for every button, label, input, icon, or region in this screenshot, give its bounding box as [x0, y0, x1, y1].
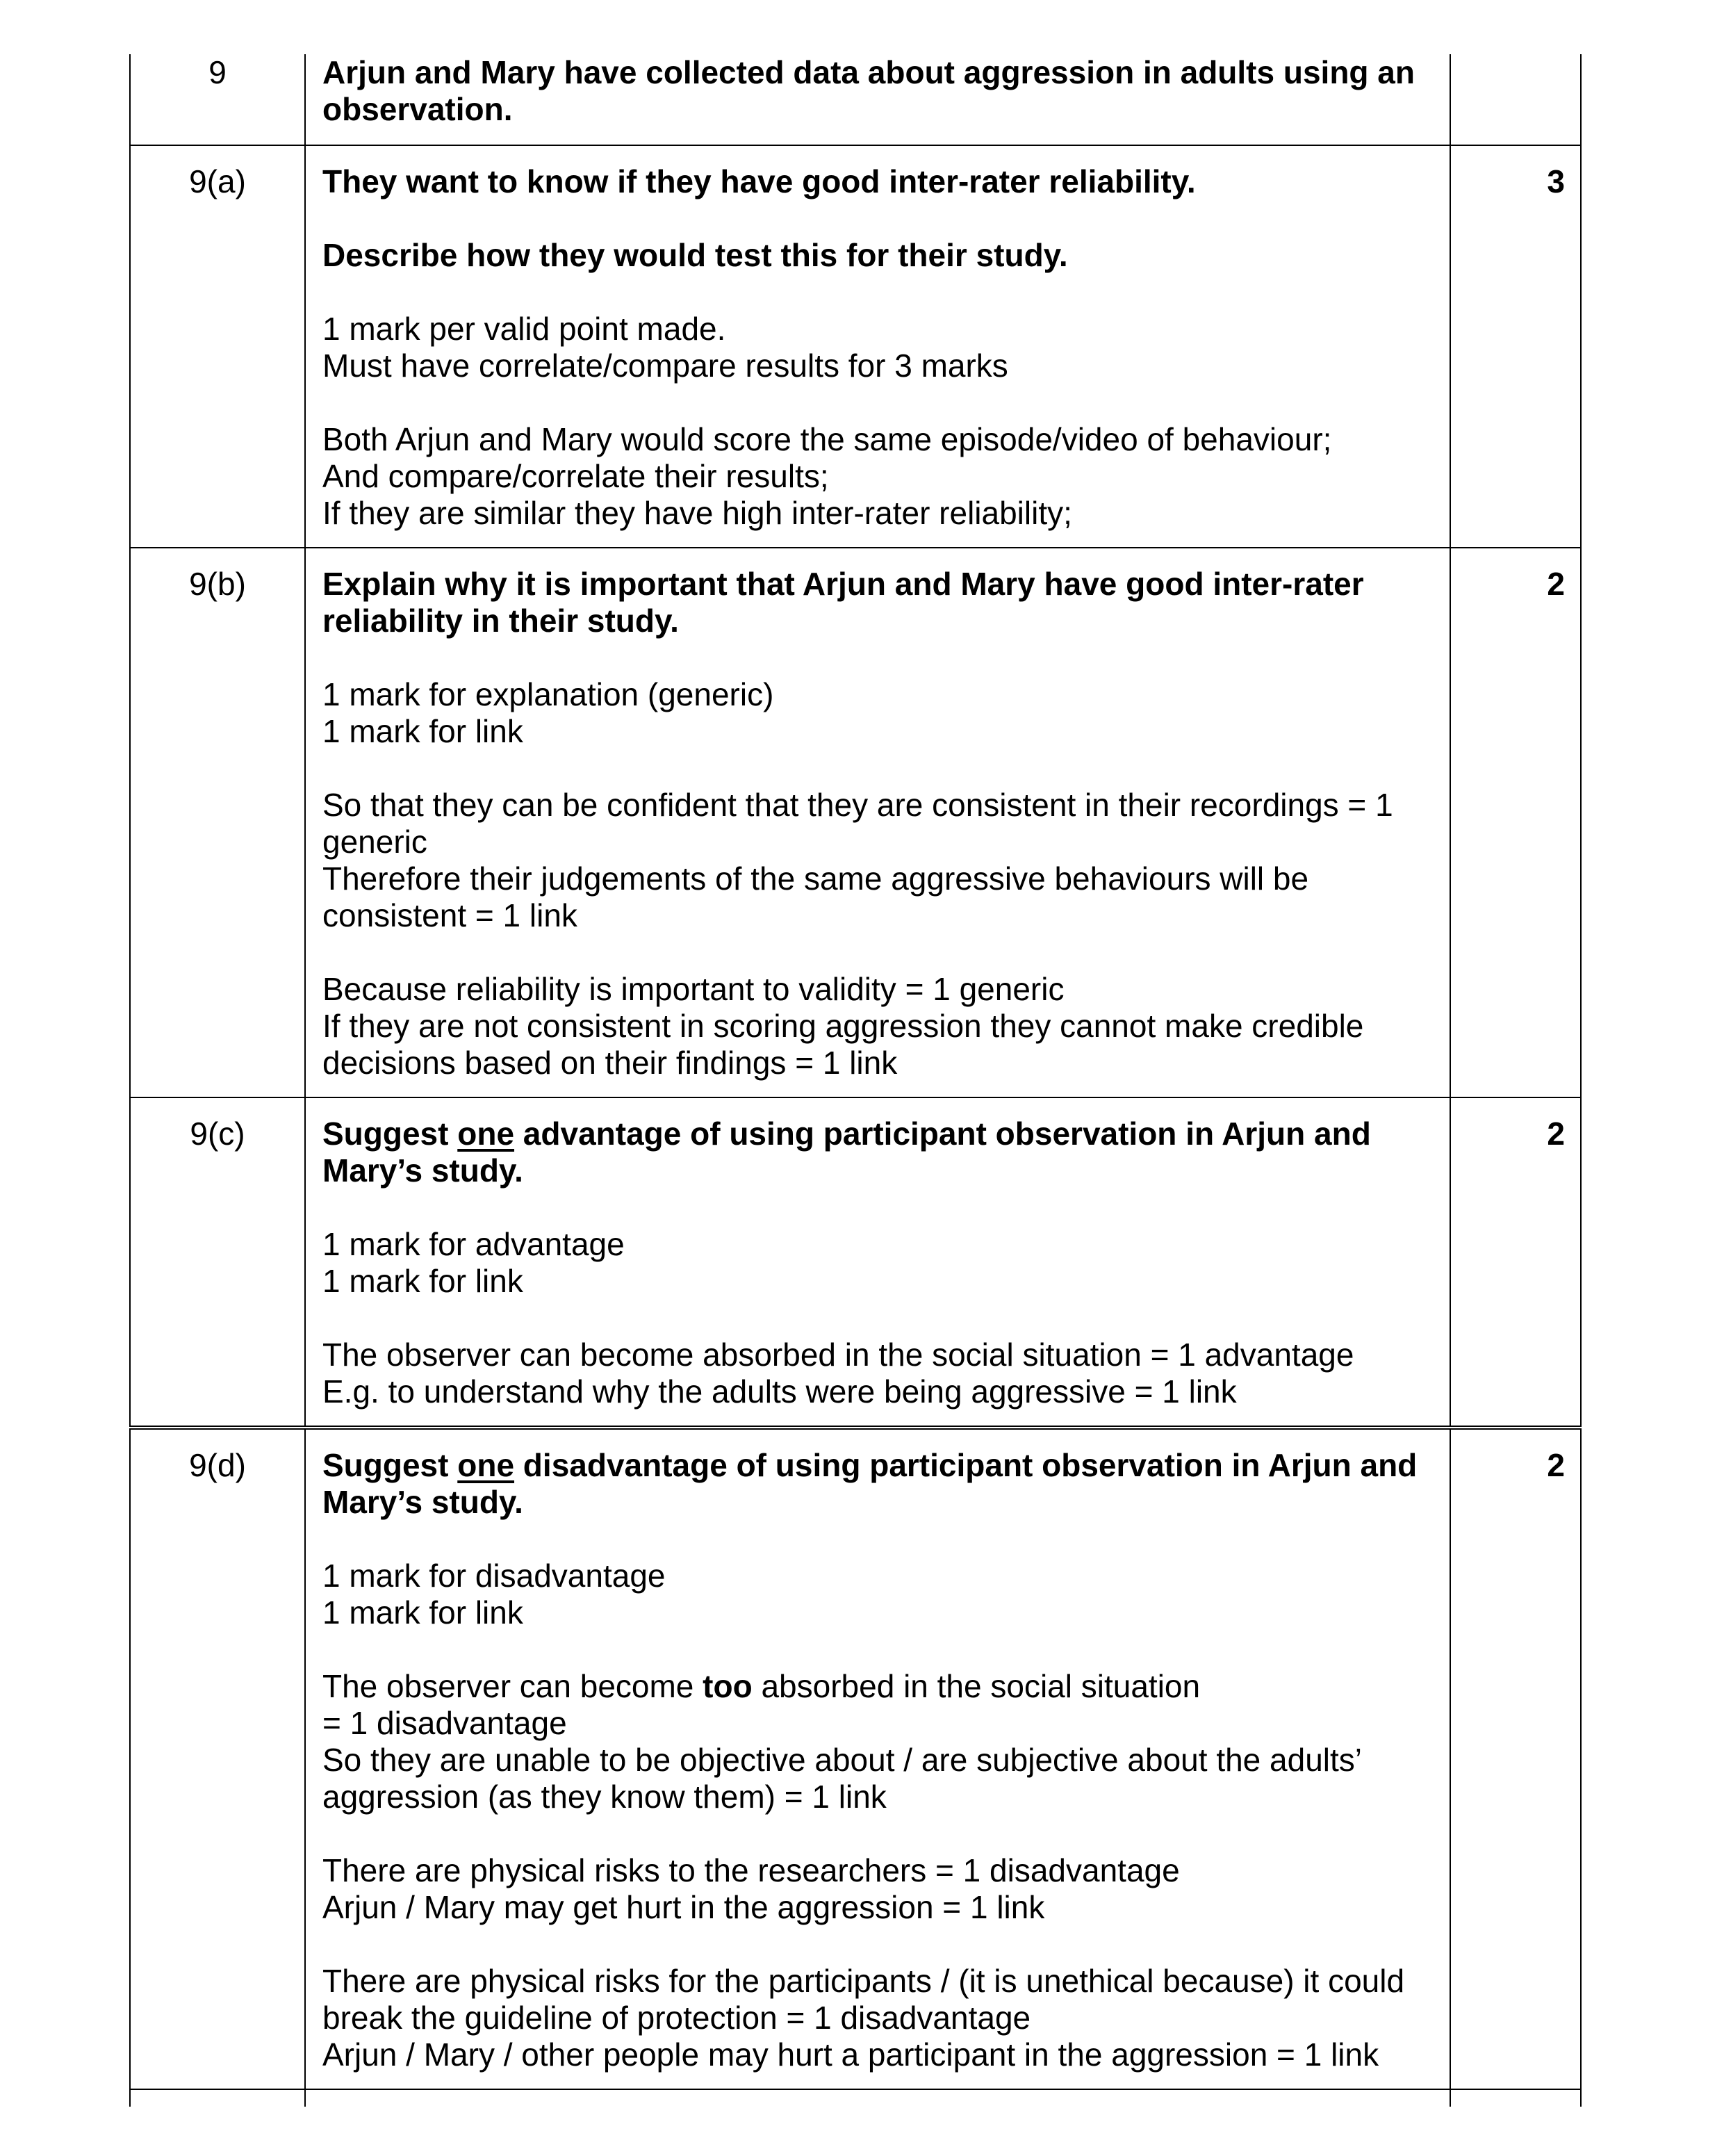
answer-line: So that they can be confident that they are consistent in their recordings = 1 generic [322, 787, 1402, 860]
marks-cell: 3 [1450, 146, 1582, 547]
answer-emphasis: too [703, 1668, 753, 1704]
column-stub [304, 2090, 1450, 2107]
answer-line: So they are unable to be objective about / are subjective about the adults’ aggression (as they know them) = 1 link [322, 1742, 1370, 1815]
question-instruction: Describe how they would test this for their study. [322, 237, 1068, 273]
question-number: 9(a) [129, 146, 304, 547]
guidance-line: 1 mark for link [322, 713, 523, 749]
question-text-part: disadvantage of using participant observation in Arjun and Mary’s study. [322, 1447, 1418, 1520]
marks-cell: 2 [1450, 1430, 1582, 2089]
marks-cell [1450, 54, 1582, 145]
column-stub [129, 2090, 304, 2107]
question-stem: Arjun and Mary have collected data about aggression in adults using an observation. [322, 54, 1415, 127]
question-number: 9 [129, 54, 304, 145]
table-row-9b [129, 548, 1582, 1098]
question-text: They want to know if they have good inter-rater reliability. [322, 163, 1196, 199]
table-row-9 [129, 54, 1582, 146]
answer-text-part: The observer can become [322, 1668, 703, 1704]
answer-line: Both Arjun and Mary would score the same episode/video of behaviour; [322, 421, 1332, 457]
guidance-line: 1 mark per valid point made. [322, 311, 726, 347]
question-text [322, 1447, 1433, 1521]
table-continuation [129, 2090, 1582, 2107]
answer-text-part: absorbed in the social situation [752, 1668, 1201, 1704]
question-emphasis: one [457, 1116, 515, 1152]
question-emphasis: one [457, 1447, 515, 1483]
answer-line: Arjun / Mary / other people may hurt a participant in the aggression = 1 link [322, 2036, 1379, 2073]
answer-line: Because reliability is important to validity = 1 generic [322, 971, 1065, 1007]
question-cell [304, 1098, 1450, 1426]
question-cell [304, 146, 1450, 547]
question-text: Explain why it is important that Arjun and Mary have good inter-rater reliability in their study. [322, 566, 1364, 639]
question-number: 9(c) [129, 1098, 304, 1426]
guidance-line: Must have correlate/compare results for 3 marks [322, 348, 1008, 384]
question-cell [304, 54, 1450, 145]
mark-scheme-table [129, 54, 1582, 2107]
answer-line [322, 1668, 1433, 1705]
answer-line: There are physical risks for the participants / (it is unethical because) it could break the guideline of protection = 1 disadvantage [322, 1963, 1413, 2036]
answer-line: E.g. to understand why the adults were being aggressive = 1 link [322, 1373, 1237, 1410]
question-text-part: Suggest [322, 1447, 458, 1483]
guidance-line: 1 mark for explanation (generic) [322, 676, 774, 712]
answer-line: If they are similar they have high inter-rater reliability; [322, 495, 1072, 531]
guidance-line: 1 mark for advantage [322, 1226, 625, 1262]
answer-line: = 1 disadvantage [322, 1705, 567, 1741]
question-cell [304, 1430, 1450, 2089]
guidance-line: 1 mark for disadvantage [322, 1558, 666, 1594]
table-row-9a [129, 146, 1582, 548]
question-number: 9(d) [129, 1430, 304, 2089]
question-text-part: Suggest [322, 1116, 458, 1152]
marks-cell: 2 [1450, 548, 1582, 1097]
answer-line: If they are not consistent in scoring aggression they cannot make credible decisions based on their findings = 1 link [322, 1008, 1373, 1081]
table-row-9d [129, 1430, 1582, 2090]
marks-cell: 2 [1450, 1098, 1582, 1426]
question-cell [304, 548, 1450, 1097]
question-text-part: advantage of using participant observation in Arjun and Mary’s study. [322, 1116, 1371, 1189]
answer-line: Therefore their judgements of the same aggressive behaviours will be consistent = 1 link [322, 860, 1317, 933]
answer-line: And compare/correlate their results; [322, 458, 829, 494]
guidance-line: 1 mark for link [322, 1594, 523, 1631]
answer-line: Arjun / Mary may get hurt in the aggression = 1 link [322, 1889, 1045, 1925]
table-row-9c [129, 1098, 1582, 1430]
answer-line: There are physical risks to the researchers = 1 disadvantage [322, 1852, 1180, 1888]
question-text [322, 1116, 1433, 1189]
question-number: 9(b) [129, 548, 304, 1097]
column-stub [1450, 2090, 1582, 2107]
answer-line: The observer can become absorbed in the social situation = 1 advantage [322, 1337, 1354, 1373]
guidance-line: 1 mark for link [322, 1263, 523, 1299]
